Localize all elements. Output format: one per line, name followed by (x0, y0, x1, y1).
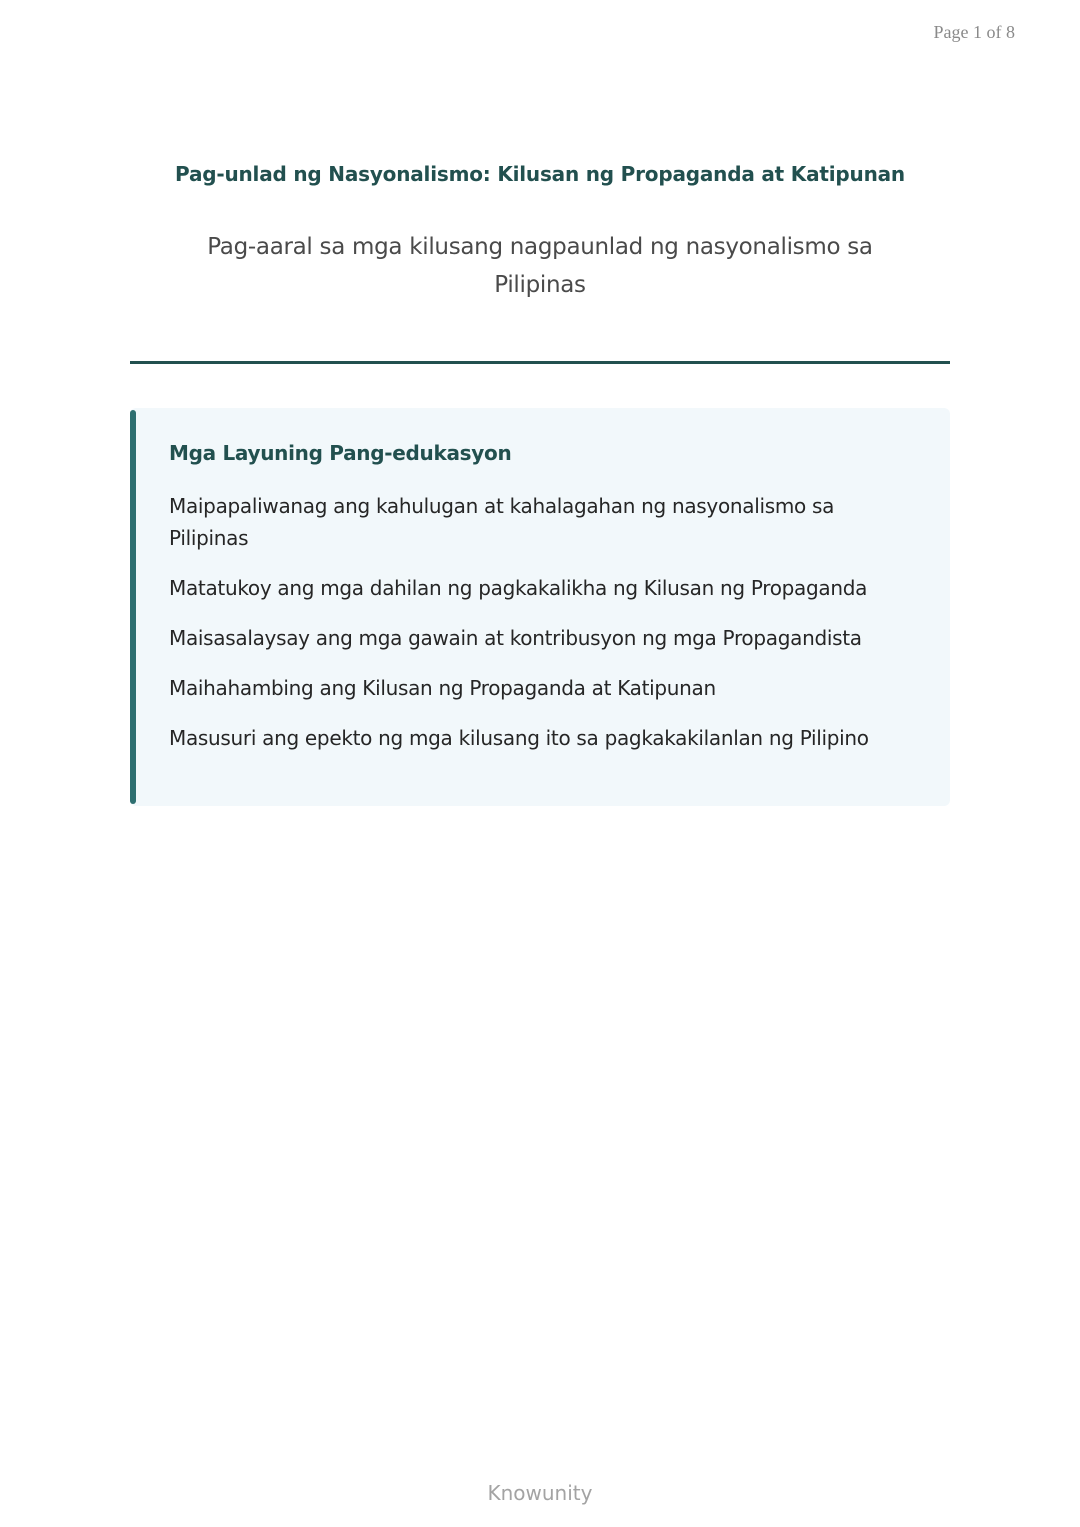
document-title: Pag-unlad ng Nasyonalismo: Kilusan ng Propaganda at Katipunan (175, 162, 905, 186)
objective-item: Maihahambing ang Kilusan ng Propaganda at Katipunan (169, 676, 716, 700)
page-number: Page 1 of 8 (933, 22, 1015, 42)
objectives-list (169, 490, 899, 772)
objective-item: Matatukoy ang mga dahilan ng pagkakalikha ng Kilusan ng Propaganda (169, 576, 868, 600)
document-subtitle: Pag-aaral sa mga kilusang nagpaunlad ng nasyonalismo sa Pilipinas (207, 234, 873, 298)
objectives-heading: Mga Layuning Pang-edukasyon (169, 441, 512, 465)
objectives-accent-bar (130, 410, 136, 804)
objective-item: Maipapaliwanag ang kahulugan at kahalagahan ng nasyonalismo sa Pilipinas (169, 494, 835, 550)
footer-brand: Knowunity (487, 1481, 593, 1505)
objective-item: Maisasalaysay ang mga gawain at kontribusyon ng mga Propagandista (169, 626, 862, 650)
objective-item: Masusuri ang epekto ng mga kilusang ito sa pagkakakilanlan ng Pilipino (169, 726, 869, 750)
title-divider (130, 361, 950, 364)
